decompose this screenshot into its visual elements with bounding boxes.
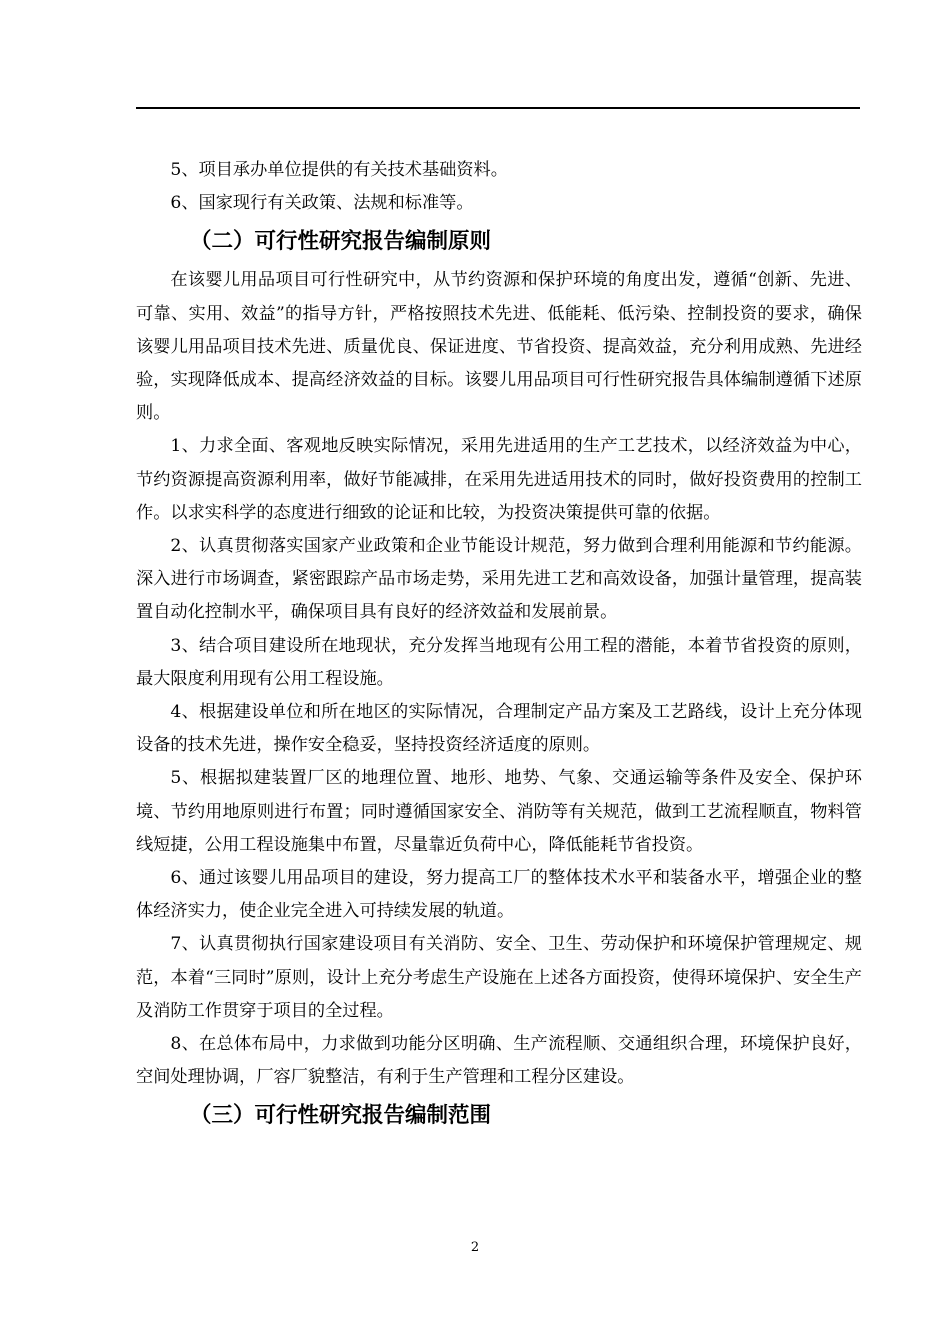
section-heading: （三）可行性研究报告编制范围 [190, 1103, 492, 1129]
principle-item: 4、根据建设单位和所在地区的实际情况，合理制定产品方案及工艺路线，设计上充分体现设备的技术先进，操作安全稳妥，坚持投资经济适度的原则。 [136, 702, 862, 756]
intro-paragraph: 在该婴儿用品项目可行性研究中，从节约资源和保护环境的角度出发，遵循“创新、先进、可靠、实用、效益”的指导方针，严格按照技术先进、低能耗、低污染、控制投资的要求，确保该婴儿用品项目技术先进、质量优良、保证进度、节省投资、提高效益，充分利用成熟、先进经验，实现降低成本、提高经济效益的目标。该婴儿用品项目可行性研究报告具体编制遵循下述原则。 [136, 270, 862, 424]
header-rule [136, 107, 860, 109]
list-item: 5、项目承办单位提供的有关技术基础资料。 [170, 160, 508, 180]
principle-item: 3、结合项目建设所在地现状，充分发挥当地现有公用工程的潜能，本着节省投资的原则，最大限度利用现有公用工程设施。 [136, 635, 862, 689]
principle-item: 8、在总体布局中，力求做到功能分区明确、生产流程顺、交通组织合理，环境保护良好，空间处理协调，厂容厂貌整洁，有利于生产管理和工程分区建设。 [136, 1034, 862, 1088]
list-item: 6、国家现行有关政策、法规和标准等。 [170, 193, 474, 214]
principle-item: 5、根据拟建装置厂区的地理位置、地形、地势、气象、交通运输等条件及安全、保护环境、节约用地原则进行布置；同时遵循国家安全、消防等有关规范，做到工艺流程顺直，物料管线短捷，公用工程设施集中布置，尽量靠近负荷中心，降低能耗节省投资。 [136, 768, 862, 855]
principle-item: 6、通过该婴儿用品项目的建设，努力提高工厂的整体技术水平和装备水平，增强企业的整体经济实力，使企业完全进入可持续发展的轨道。 [136, 868, 862, 922]
section-heading: （二）可行性研究报告编制原则 [190, 229, 492, 255]
principle-item: 7、认真贯彻执行国家建设项目有关消防、安全、卫生、劳动保护和环境保护管理规定、规范，本着“三同时”原则，设计上充分考虑生产设施在上述各方面投资，使得环境保护、安全生产及消防工作贯穿于项目的全过程。 [136, 934, 862, 1021]
page-number: 2 [470, 1240, 480, 1255]
principle-item: 1、力求全面、客观地反映实际情况，采用先进适用的生产工艺技术，以经济效益为中心，节约资源提高资源利用率，做好节能减排，在采用先进适用技术的同时，做好投资费用的控制工作。以求实科学的态度进行细致的论证和比较，为投资决策提供可靠的依据。 [136, 436, 862, 523]
principle-item: 2、认真贯彻落实国家产业政策和企业节能设计规范，努力做到合理利用能源和节约能源。深入进行市场调查，紧密跟踪产品市场走势，采用先进工艺和高效设备，加强计量管理，提高装置自动化控制水平，确保项目具有良好的经济效益和发展前景。 [136, 536, 862, 623]
document-body [136, 154, 862, 1138]
